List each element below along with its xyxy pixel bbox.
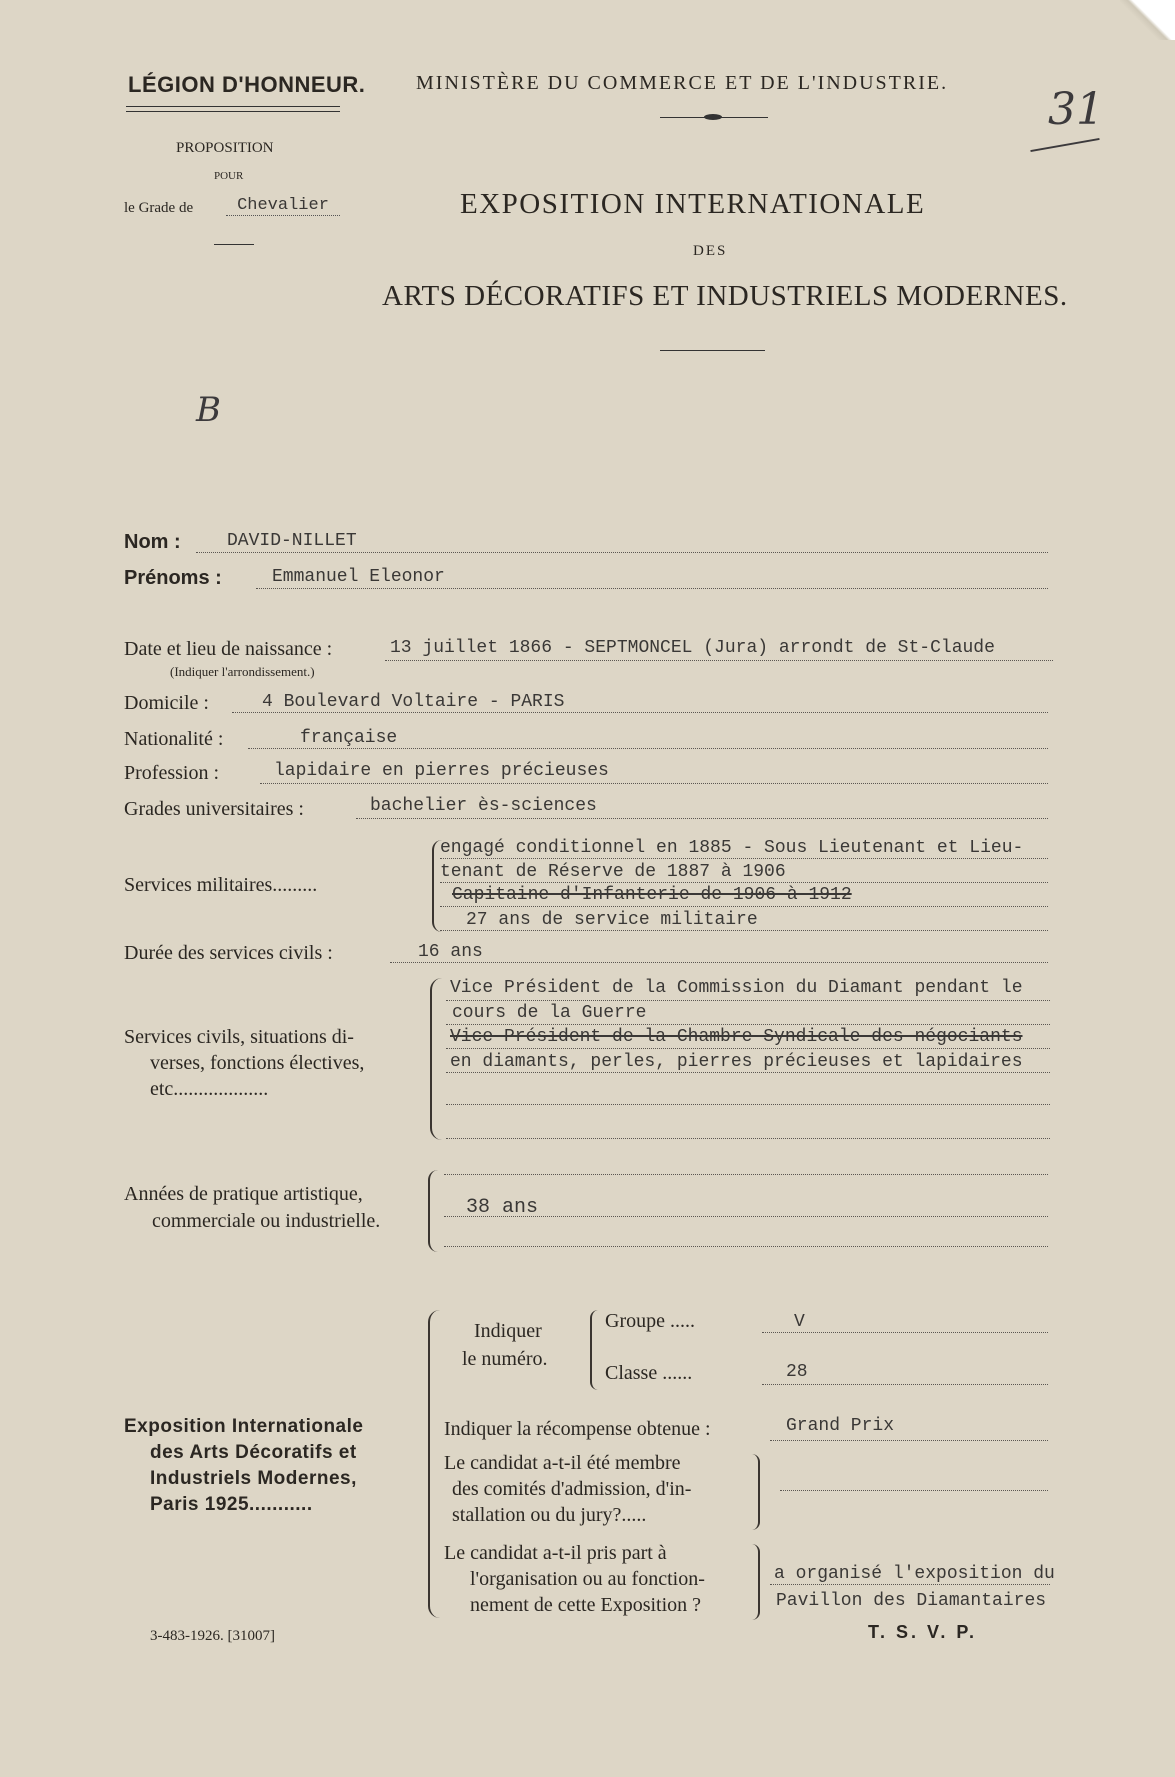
- organisation-question-2: l'organisation ou au fonction-: [470, 1568, 705, 1590]
- grade-value: Chevalier: [226, 196, 340, 216]
- expo-label-1: Exposition Internationale: [124, 1416, 364, 1437]
- civils-label-2: verses, fonctions électives,: [150, 1052, 365, 1074]
- expo-label-3: Industriels Modernes,: [150, 1468, 357, 1489]
- pratique-brace: [428, 1170, 438, 1252]
- grades-label: Grades universitaires :: [124, 798, 304, 820]
- organisation-value-1: a organisé l'exposition du: [774, 1564, 1055, 1584]
- classe-value: 28: [786, 1362, 808, 1382]
- pour-label: POUR: [214, 170, 244, 182]
- comite-question-3: stallation ou du jury?.....: [452, 1504, 647, 1526]
- expo-title: EXPOSITION INTERNATIONALE: [460, 188, 926, 220]
- comite-question-2: des comités d'admission, d'in-: [452, 1478, 692, 1500]
- recompense-label: Indiquer la récompense obtenue :: [444, 1418, 711, 1440]
- naissance-value: 13 juillet 1866 - SEPTMONCEL (Jura) arrondt de St-Claude: [390, 638, 995, 658]
- grades-value: bachelier ès-sciences: [370, 796, 597, 816]
- prenoms-label: Prénoms :: [124, 567, 222, 589]
- profession-label: Profession :: [124, 762, 219, 784]
- organisation-value-2: Pavillon des Diamantaires: [776, 1591, 1047, 1611]
- groupe-value: V: [794, 1312, 805, 1332]
- domicile-label: Domicile :: [124, 692, 209, 714]
- civils-line-4: en diamants, perles, pierres précieuses et lapidaires: [450, 1052, 1023, 1072]
- militaires-label: Services militaires.........: [124, 874, 318, 896]
- civils-duree-value: 16 ans: [418, 942, 483, 962]
- civils-label-3: etc...................: [150, 1078, 269, 1100]
- proposition-label: PROPOSITION: [176, 140, 274, 156]
- expo-label-4: Paris 1925...........: [150, 1494, 313, 1515]
- militaires-line-2: tenant de Réserve de 1887 à 1906: [440, 862, 786, 882]
- nationalite-label: Nationalité :: [124, 728, 224, 750]
- militaires-line-3: Capitaine d'Infanterie de 1906 à 1912: [452, 885, 852, 905]
- print-reference: 3-483-1926. [31007]: [150, 1628, 275, 1644]
- pratique-label-1: Années de pratique artistique,: [124, 1183, 363, 1205]
- civils-duree-label: Durée des services civils :: [124, 942, 333, 964]
- indiquer-label-2: le numéro.: [462, 1348, 548, 1370]
- domicile-value: 4 Boulevard Voltaire - PARIS: [262, 692, 565, 712]
- recompense-value: Grand Prix: [786, 1416, 895, 1436]
- ministry-ornament-dot: [704, 114, 722, 120]
- nom-value: DAVID-NILLET: [227, 531, 357, 551]
- pratique-value: 38 ans: [466, 1196, 539, 1219]
- expo-subtitle: ARTS DÉCORATIFS ET INDUSTRIELS MODERNES.: [382, 280, 1068, 312]
- organisation-question-1: Le candidat a-t-il pris part à: [444, 1542, 667, 1564]
- comite-brace: [752, 1454, 760, 1530]
- tsvp-label: T. S. V. P.: [868, 1622, 978, 1642]
- numero-brace: [590, 1310, 598, 1390]
- handwritten-number: 31: [1048, 84, 1104, 135]
- legion-title: LÉGION D'HONNEUR.: [128, 72, 366, 97]
- civils-line-2: cours de la Guerre: [452, 1003, 647, 1023]
- organisation-question-3: nement de cette Exposition ?: [470, 1594, 702, 1616]
- nom-label: Nom :: [124, 531, 181, 553]
- exposition-brace: [428, 1310, 440, 1618]
- expo-divider: [660, 350, 765, 351]
- ministry-title: MINISTÈRE DU COMMERCE ET DE L'INDUSTRIE.: [416, 72, 949, 94]
- expo-des: DES: [693, 243, 728, 259]
- civils-label-1: Services civils, situations di-: [124, 1026, 354, 1048]
- naissance-label: Date et lieu de naissance :: [124, 638, 333, 660]
- naissance-note: (Indiquer l'arrondissement.): [170, 664, 315, 679]
- page-corner-fold: [1120, 0, 1175, 40]
- indiquer-label-1: Indiquer: [474, 1320, 542, 1342]
- handwritten-underline: [1030, 138, 1099, 152]
- nationalite-value: française: [300, 728, 398, 748]
- prenoms-value: Emmanuel Eleonor: [272, 567, 445, 587]
- grade-divider: [214, 244, 254, 245]
- comite-question-1: Le candidat a-t-il été membre: [444, 1452, 681, 1474]
- pratique-label-2: commerciale ou industrielle.: [152, 1210, 381, 1232]
- civils-brace: [430, 978, 442, 1140]
- classe-label: Classe ......: [605, 1362, 693, 1384]
- militaires-line-4: 27 ans de service militaire: [466, 910, 758, 930]
- groupe-label: Groupe .....: [605, 1310, 695, 1332]
- expo-label-2: des Arts Décoratifs et: [150, 1442, 357, 1463]
- civils-line-1: Vice Président de la Commission du Diamant pendant le: [450, 978, 1023, 998]
- militaires-line-1: engagé conditionnel en 1885 - Sous Lieutenant et Lieu-: [440, 838, 1024, 858]
- organisation-brace: [752, 1544, 760, 1620]
- legion-double-rule: [126, 106, 340, 112]
- civils-line-3: Vice-Président de la Chambre Syndicale des négociants: [450, 1027, 1023, 1047]
- grade-label: le Grade de: [124, 200, 194, 216]
- handwritten-letter: B: [196, 390, 221, 430]
- profession-value: lapidaire en pierres précieuses: [274, 761, 609, 781]
